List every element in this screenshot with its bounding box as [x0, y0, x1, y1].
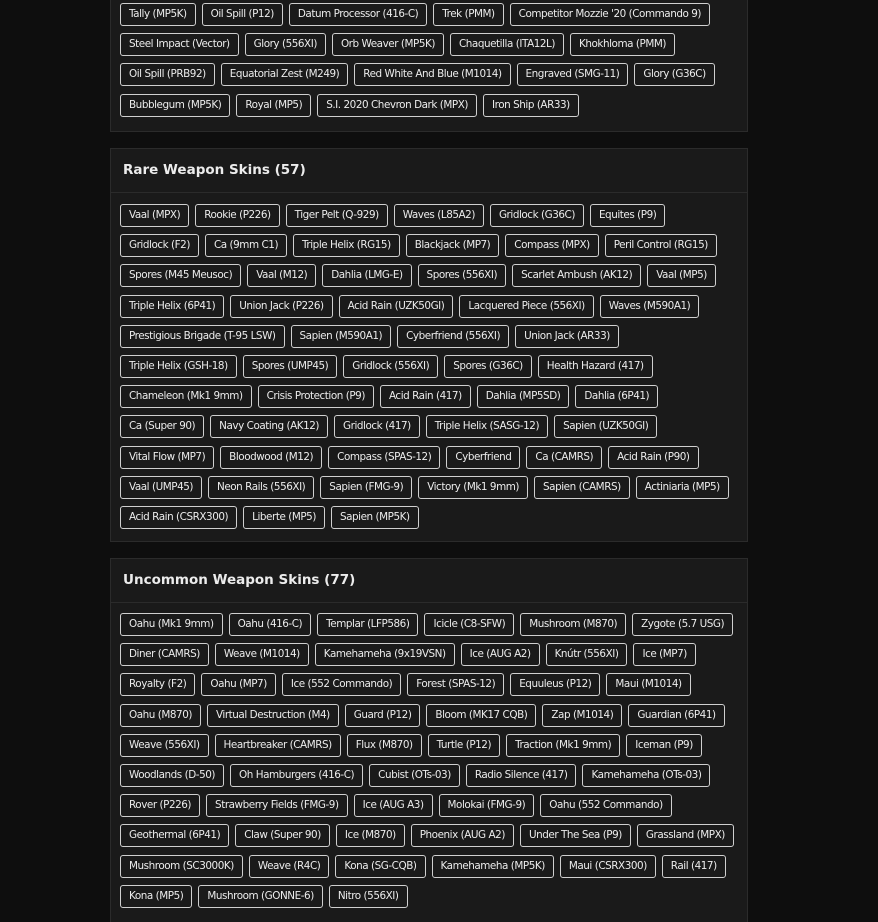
skin-tag[interactable]: Maui (CSRX300) — [560, 855, 656, 878]
skin-tag[interactable]: Peril Control (RG15) — [605, 234, 717, 257]
skin-tag[interactable]: Health Hazard (417) — [538, 355, 653, 378]
skin-tag[interactable]: Dahlia (LMG-E) — [322, 264, 411, 287]
skin-tag[interactable]: Actiniaria (MP5) — [636, 476, 729, 499]
skin-tag[interactable]: Flux (M870) — [347, 734, 422, 757]
skin-tag[interactable]: Mushroom (SC3000K) — [120, 855, 243, 878]
skin-tag[interactable]: Cubist (OTs-03) — [369, 764, 460, 787]
skin-tag[interactable]: Vaal (MP5) — [647, 264, 716, 287]
skin-tag[interactable]: Oahu (MP7) — [201, 673, 275, 696]
skin-tag[interactable]: Radio Silence (417) — [466, 764, 577, 787]
skin-tag[interactable]: S.I. 2020 Chevron Dark (MPX) — [317, 94, 477, 117]
skin-tag[interactable]: Oahu (M870) — [120, 704, 201, 727]
skin-tag[interactable]: Prestigious Brigade (T-95 LSW) — [120, 325, 285, 348]
skin-tag[interactable]: Spores (UMP45) — [243, 355, 338, 378]
skin-tag[interactable]: Glory (556XI) — [245, 33, 326, 56]
skin-tag[interactable]: Triple Helix (6P41) — [120, 295, 224, 318]
skin-tag[interactable]: Forest (SPAS-12) — [407, 673, 504, 696]
skin-tag[interactable]: Guardian (6P41) — [628, 704, 724, 727]
skin-tag[interactable]: Kona (SG-CQB) — [335, 855, 425, 878]
skin-tag[interactable]: Sapien (UZK50GI) — [554, 415, 657, 438]
skin-tag[interactable]: Engraved (SMG-11) — [517, 63, 629, 86]
skin-tag[interactable]: Oahu (Mk1 9mm) — [120, 613, 223, 636]
skin-tag[interactable]: Chameleon (Mk1 9mm) — [120, 385, 252, 408]
skin-tag-list — [111, 193, 747, 536]
skin-tag[interactable]: Trek (PMM) — [433, 3, 503, 26]
skin-tag[interactable]: Lacquered Piece (556XI) — [459, 295, 593, 318]
skin-tag[interactable]: Acid Rain (CSRX300) — [120, 506, 237, 529]
skin-tag[interactable]: Iceman (P9) — [626, 734, 702, 757]
skin-tag[interactable]: Tally (MP5K) — [120, 3, 196, 26]
skin-tag[interactable]: Sapien (MP5K) — [331, 506, 419, 529]
skin-tag[interactable]: Oh Hamburgers (416-C) — [230, 764, 363, 787]
skin-tag[interactable]: Scarlet Ambush (AK12) — [512, 264, 641, 287]
skin-tag[interactable]: Phoenix (AUG A2) — [411, 824, 514, 847]
skin-tag[interactable]: Vital Flow (MP7) — [120, 446, 214, 469]
skin-tag[interactable]: Mushroom (M870) — [520, 613, 626, 636]
skin-tag[interactable]: Bloom (MK17 CQB) — [426, 704, 536, 727]
skin-tag[interactable]: Steel Impact (Vector) — [120, 33, 239, 56]
skin-tag[interactable]: Weave (556XI) — [120, 734, 209, 757]
skin-tag[interactable]: Ice (MP7) — [633, 643, 695, 666]
skin-tag[interactable]: Heartbreaker (CAMRS) — [215, 734, 341, 757]
skin-tag[interactable]: Geothermal (6P41) — [120, 824, 229, 847]
skin-tag[interactable]: Spores (M45 Meusoc) — [120, 264, 241, 287]
skin-tag[interactable]: Bubblegum (MP5K) — [120, 94, 230, 117]
skin-tag[interactable]: Triple Helix (SASG-12) — [426, 415, 548, 438]
skin-tag[interactable]: Templar (LFP586) — [317, 613, 418, 636]
skin-tag[interactable]: Blackjack (MP7) — [406, 234, 500, 257]
skin-tag[interactable]: Waves (L85A2) — [394, 204, 484, 227]
skin-tag[interactable]: Royalty (F2) — [120, 673, 195, 696]
skin-tag[interactable]: Chaquetilla (ITA12L) — [450, 33, 564, 56]
skin-tag[interactable]: Vaal (M12) — [247, 264, 316, 287]
skin-tag[interactable]: Kamehameha (9x19VSN) — [315, 643, 455, 666]
skin-tag[interactable]: Ice (552 Commando) — [282, 673, 401, 696]
skin-tag[interactable]: Datum Processor (416-C) — [289, 3, 427, 26]
skin-tag[interactable]: Mushroom (GONNE-6) — [198, 885, 322, 908]
skin-tag[interactable]: Spores (556XI) — [418, 264, 507, 287]
rare-skins-panel — [110, 148, 748, 542]
skin-tag[interactable]: Sapien (M590A1) — [291, 325, 392, 348]
skin-tag[interactable]: Waves (M590A1) — [600, 295, 700, 318]
skin-tag[interactable]: Ca (Super 90) — [120, 415, 204, 438]
skin-tag[interactable]: Icicle (C8-SFW) — [424, 613, 514, 636]
skin-tag[interactable]: Weave (R4C) — [249, 855, 330, 878]
skin-tag[interactable]: Acid Rain (UZK50GI) — [339, 295, 454, 318]
skin-tag[interactable]: Neon Rails (556XI) — [208, 476, 314, 499]
skin-tag[interactable]: Sapien (CAMRS) — [534, 476, 630, 499]
skin-tag[interactable]: Ca (CAMRS) — [526, 446, 602, 469]
skin-tag[interactable]: Compass (MPX) — [505, 234, 598, 257]
skin-tag[interactable]: Bloodwood (M12) — [220, 446, 322, 469]
skin-tag[interactable]: Gridlock (417) — [334, 415, 420, 438]
skin-tag[interactable]: Cyberfriend — [446, 446, 520, 469]
skin-tag[interactable]: Navy Coating (AK12) — [210, 415, 328, 438]
skin-tag[interactable]: Rail (417) — [662, 855, 726, 878]
skin-tag[interactable]: Guard (P12) — [345, 704, 421, 727]
uncommon-skins-panel — [110, 558, 748, 922]
skin-tag[interactable]: Vaal (MPX) — [120, 204, 189, 227]
skin-tag[interactable]: Kona (MP5) — [120, 885, 192, 908]
skin-tag[interactable]: Ice (M870) — [336, 824, 405, 847]
skin-tag[interactable]: Weave (M1014) — [215, 643, 309, 666]
skin-tag[interactable]: Royal (MP5) — [236, 94, 311, 117]
skin-tag[interactable]: Tiger Pelt (Q-929) — [286, 204, 388, 227]
skin-tag[interactable]: Union Jack (P226) — [230, 295, 332, 318]
skin-tag[interactable]: Nitro (556XI) — [329, 885, 408, 908]
skin-tag[interactable]: Under The Sea (P9) — [520, 824, 631, 847]
skin-tag[interactable]: Oahu (416-C) — [229, 613, 312, 636]
skin-tag[interactable]: Claw (Super 90) — [235, 824, 330, 847]
skin-tag[interactable]: Triple Helix (GSH-18) — [120, 355, 237, 378]
skin-tag[interactable]: Turtle (P12) — [428, 734, 500, 757]
skin-tag[interactable]: Virtual Destruction (M4) — [207, 704, 339, 727]
skin-tag[interactable]: Red White And Blue (M1014) — [354, 63, 510, 86]
skin-tag[interactable]: Oahu (552 Commando) — [540, 794, 671, 817]
skin-tag[interactable]: Equites (P9) — [590, 204, 665, 227]
skin-tag[interactable]: Equatorial Zest (M249) — [221, 63, 349, 86]
section-title: Uncommon Weapon Skins (77) — [111, 559, 747, 603]
section-title: Rare Weapon Skins (57) — [111, 149, 747, 193]
skin-tag[interactable]: Grassland (MPX) — [637, 824, 734, 847]
skin-tag[interactable]: Gridlock (G36C) — [490, 204, 584, 227]
skin-tag[interactable]: Victory (Mk1 9mm) — [418, 476, 528, 499]
skin-tag[interactable]: Ca (9mm C1) — [205, 234, 287, 257]
skin-tag[interactable]: Maui (M1014) — [606, 673, 690, 696]
skin-tag[interactable]: Kamehameha (MP5K) — [432, 855, 554, 878]
skin-tag[interactable]: Triple Helix (RG15) — [293, 234, 400, 257]
skin-tag[interactable]: Acid Rain (P90) — [608, 446, 698, 469]
skin-tag[interactable]: Orb Weaver (MP5K) — [332, 33, 444, 56]
skin-tag[interactable]: Diner (CAMRS) — [120, 643, 209, 666]
skin-tag[interactable]: Woodlands (D-50) — [120, 764, 224, 787]
skin-tag[interactable]: Oil Spill (PRB92) — [120, 63, 215, 86]
skin-tag[interactable]: Spores (G36C) — [444, 355, 532, 378]
skin-tag[interactable]: Gridlock (F2) — [120, 234, 199, 257]
skin-tag[interactable]: Ice (AUG A3) — [354, 794, 433, 817]
skin-tag[interactable]: Iron Ship (AR33) — [483, 94, 579, 117]
skin-tag[interactable]: Crisis Protection (P9) — [258, 385, 374, 408]
skin-tag[interactable]: Vaal (UMP45) — [120, 476, 202, 499]
skin-tag-list — [111, 603, 747, 915]
skin-tag[interactable]: Traction (Mk1 9mm) — [506, 734, 620, 757]
skin-tag[interactable]: Union Jack (AR33) — [515, 325, 619, 348]
skin-tag[interactable]: Khokhloma (PMM) — [570, 33, 675, 56]
skin-tag[interactable]: Glory (G36C) — [634, 63, 714, 86]
skin-tag[interactable]: Zap (M1014) — [542, 704, 622, 727]
skin-tag[interactable]: Compass (SPAS-12) — [328, 446, 440, 469]
skin-tag-list — [111, 0, 747, 124]
skin-tag[interactable]: Rover (P226) — [120, 794, 200, 817]
skin-tag[interactable]: Competitor Mozzie '20 (Commando 9) — [510, 3, 710, 26]
epic-skins-panel — [110, 0, 748, 132]
skin-tag[interactable]: Acid Rain (417) — [380, 385, 471, 408]
skin-tag[interactable]: Cyberfriend (556XI) — [397, 325, 509, 348]
skin-tag[interactable]: Ice (AUG A2) — [461, 643, 540, 666]
skin-tag[interactable]: Oil Spill (P12) — [202, 3, 283, 26]
skin-tag[interactable]: Liberte (MP5) — [243, 506, 325, 529]
skin-tag[interactable]: Strawberry Fields (FMG-9) — [206, 794, 348, 817]
skin-tag[interactable]: Kamehameha (OTs-03) — [582, 764, 710, 787]
skin-tag[interactable]: Rookie (P226) — [195, 204, 279, 227]
skin-tag[interactable]: Equuleus (P12) — [510, 673, 600, 696]
skin-tag[interactable]: Dahlia (6P41) — [575, 385, 658, 408]
skin-tag[interactable]: Sapien (FMG-9) — [320, 476, 412, 499]
skin-tag[interactable]: Knútr (556XI) — [546, 643, 628, 666]
skin-tag[interactable]: Molokai (FMG-9) — [439, 794, 535, 817]
skin-tag[interactable]: Dahlia (MP5SD) — [477, 385, 570, 408]
skin-tag[interactable]: Zygote (5.7 USG) — [632, 613, 733, 636]
skin-tag[interactable]: Gridlock (556XI) — [343, 355, 438, 378]
